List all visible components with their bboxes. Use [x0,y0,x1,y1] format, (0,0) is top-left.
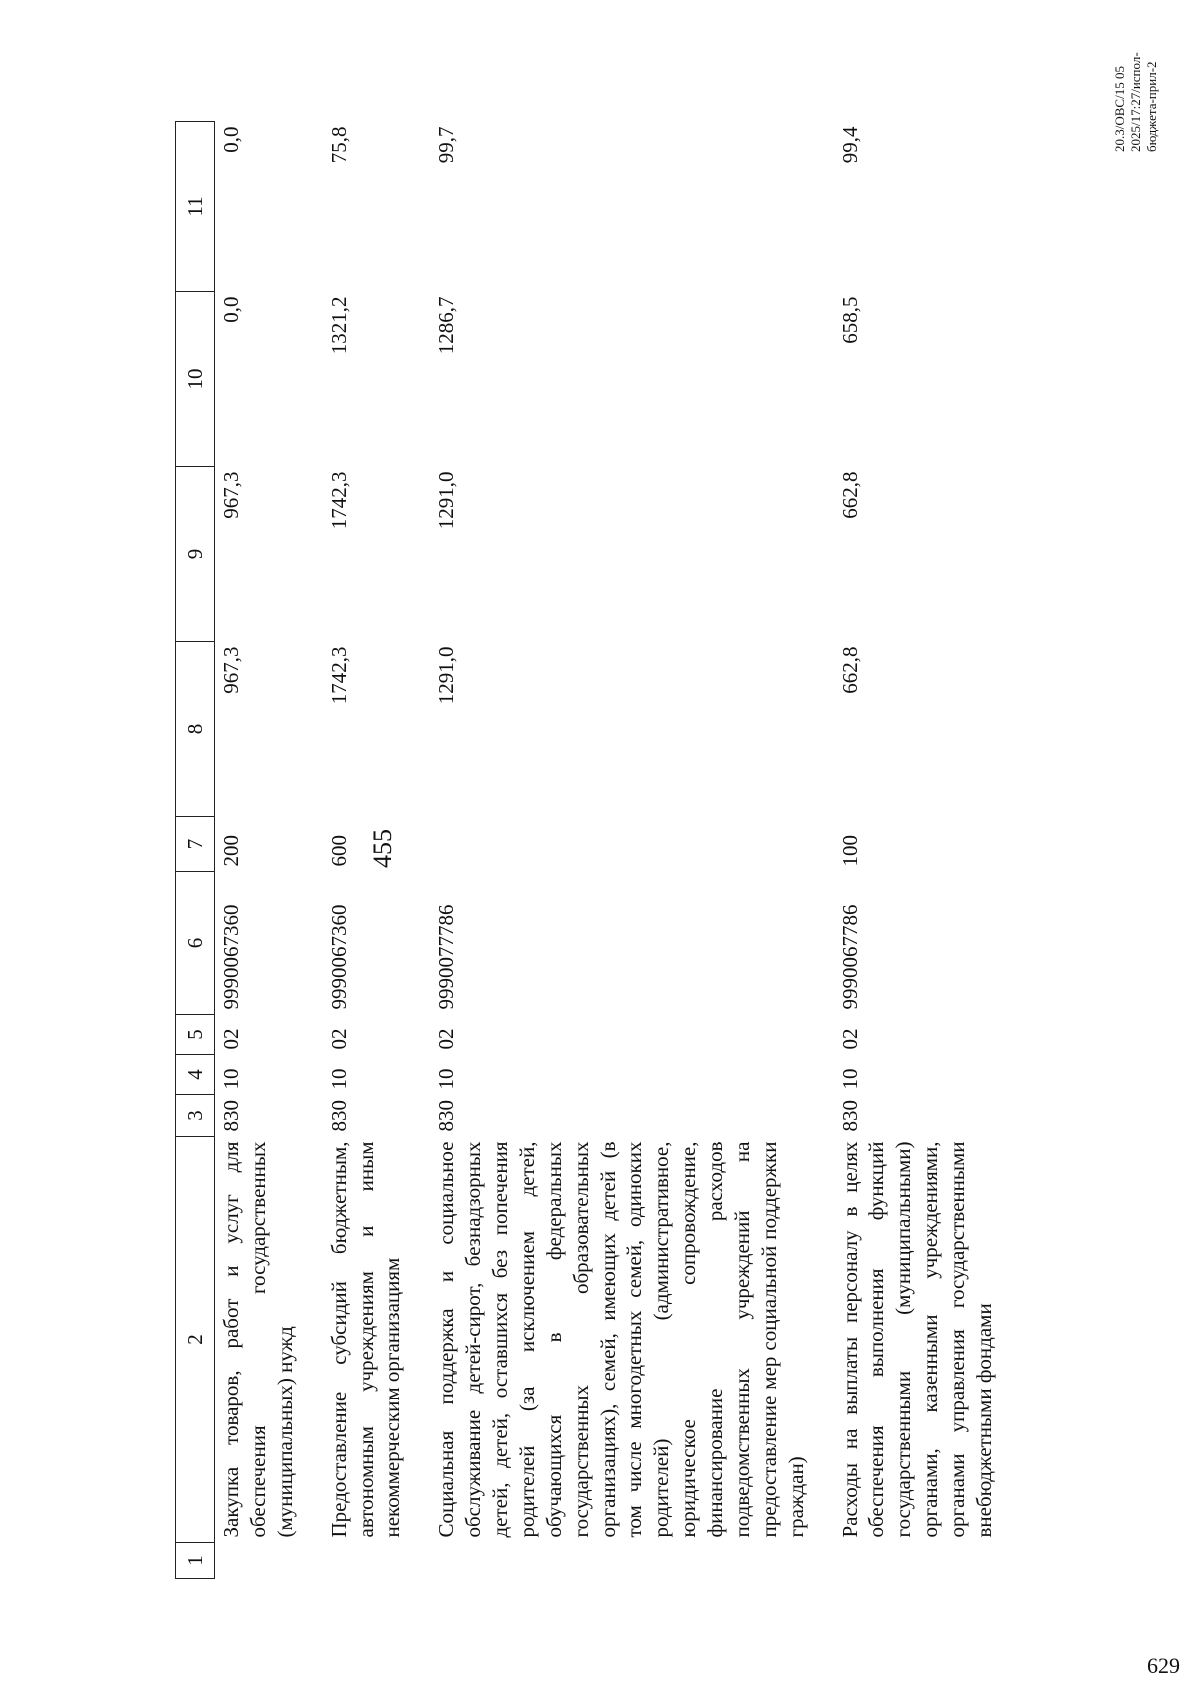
col-header: 10 [176,292,215,467]
cell-value: 1742,3 [326,471,351,530]
cell-target: 9990067360 [326,904,351,1010]
cell-value: 658,5 [837,296,862,344]
cell-ministry: 830 [837,1100,862,1132]
col-header: 5 [176,1015,215,1055]
cell-section: 10 [434,1068,459,1090]
cell-empty [215,1543,323,1579]
col-header: 8 [176,642,215,817]
cell-value: 662,8 [837,646,862,694]
cell-name: Закупка товаров, работ и услуг для обеспечения государственных (муниципальных) нужд [219,1141,297,1538]
cell-name: Социальная поддержка и социальное обслуживание детей-сирот, безнадзорных детей, детей, оставшихся без попечения родителей (за исключением детей, обучающихся в федеральных государственных образовательных организациях), семей, имеющих детей (в том числе многодетных семей, одиноких родителей) (административное, юридическое сопровождение, финансирование расходов подведомственных учреждений на предоставление мер социальной поддержки граждан) [434,1141,808,1538]
cell-percent: 0,0 [219,126,243,153]
header-row [176,122,215,1579]
cell-expense-type: 100 [837,835,862,867]
page-number: 455 [368,829,397,868]
cell-value: 0,0 [219,296,243,323]
cell-section: 10 [219,1068,243,1090]
cell-target: 9990067360 [219,904,243,1010]
cell-value: 967,3 [219,646,243,694]
col-header: 4 [176,1055,215,1095]
cell-subsection: 02 [837,1028,862,1050]
cell-name: Расходы на выплаты персоналу в целях обеспечения выполнения функций государственными (муниципальными) органами, казенными учреждениями, органами управления государственными внебюджетными фондами [837,1141,996,1538]
table-row [430,122,833,1579]
cell-expense-type: 200 [219,835,243,867]
col-header: 1 [176,1543,215,1579]
cell-subsection: 02 [326,1028,351,1050]
budget-table [175,121,1022,1579]
cell-subsection: 02 [434,1028,459,1050]
cell-section: 10 [837,1068,862,1090]
cell-percent: 99,7 [434,126,459,164]
cell-empty [323,1543,431,1579]
col-header: 6 [176,872,215,1015]
cell-name: Предоставление субсидий бюджетным, автономным учреждениям и иным некоммерческим организациям [326,1141,405,1538]
table-row [215,122,323,1579]
cell-value: 1286,7 [434,296,459,355]
cell-value: 1291,0 [434,646,459,705]
cell-empty [430,1543,833,1579]
cell-ministry: 830 [434,1100,459,1132]
cell-value: 1321,2 [326,296,351,355]
cell-percent: 99,4 [837,126,862,164]
cell-empty [834,1543,1022,1579]
col-header: 9 [176,467,215,642]
table-row [323,122,431,1579]
cell-target: 9990067786 [837,904,862,1010]
col-header: 11 [176,122,215,292]
cell-expense-type [430,817,833,872]
table-row [834,122,1022,1579]
cell-value: 1742,3 [326,646,351,705]
cell-section: 10 [326,1068,351,1090]
cell-expense-type: 600 [326,835,351,867]
cell-value: 1291,0 [434,471,459,530]
col-header: 2 [176,1137,215,1543]
cell-value: 662,8 [837,471,862,519]
col-header: 3 [176,1095,215,1137]
cell-ministry: 830 [326,1100,351,1132]
cell-value: 967,3 [219,471,243,519]
cell-subsection: 02 [219,1028,243,1050]
cell-ministry: 830 [219,1100,243,1132]
cell-target: 9990077786 [434,904,459,1010]
col-header: 7 [176,817,215,872]
side-page-number: 629 [1147,1653,1180,1678]
footer-code: 20.3/OBC/15 05 2025/17:27/испол-бюджета-прил-2 [1112,52,1159,152]
cell-percent: 75,8 [326,126,351,164]
